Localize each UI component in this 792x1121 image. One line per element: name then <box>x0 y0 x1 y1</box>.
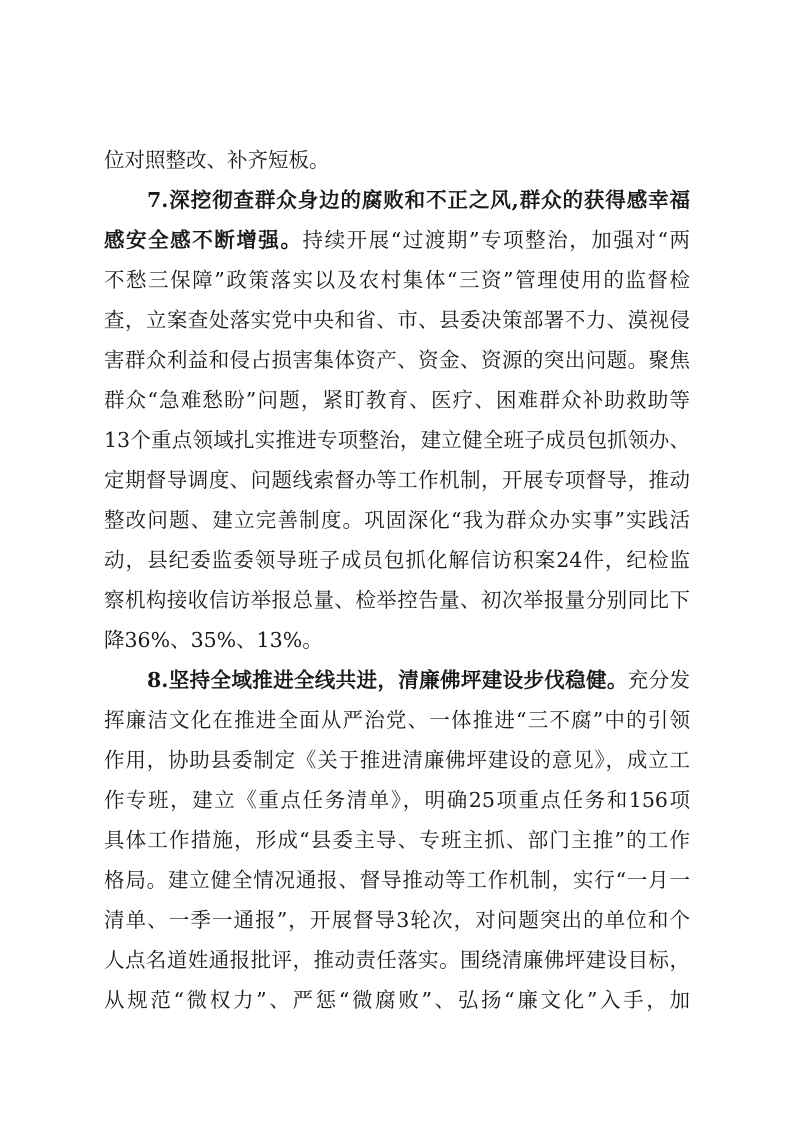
heading-text: 感安全感不断增强。 <box>104 228 303 252</box>
paragraph-line: 群众“急难愁盼”问题，紧盯教育、医疗、困难群众补助救助等 <box>104 388 690 412</box>
body-text: 充分发 <box>627 668 690 692</box>
paragraph-line: 从规范“微权力”、严惩“微腐败”、弘扬“廉文化”入手，加 <box>104 988 690 1012</box>
paragraph-line: 降36%、35%、13%。 <box>104 628 323 652</box>
paragraph-line: 位对照整改、补齐短板。 <box>104 148 330 172</box>
paragraph-line: 作用，协助县委制定《关于推进清廉佛坪建设的意见》，成立工 <box>104 748 690 772</box>
paragraph-line: 具体工作措施，形成“县委主导、专班主抓、部门主推”的工作 <box>104 828 690 852</box>
body-text: 持续开展“过渡期”专项整治，加强对“两 <box>302 228 690 252</box>
section-heading-7 <box>147 180 690 220</box>
paragraph-line: 格局。建立健全情况通报、督导推动等工作机制，实行“一月一 <box>104 868 690 892</box>
paragraph-line: 13个重点领域扎实推进专项整治，建立健全班子成员包抓领办、 <box>104 428 690 452</box>
section-heading-8 <box>147 660 690 700</box>
paragraph-line: 人点名道姓通报批评，推动责任落实。围绕清廉佛坪建设目标， <box>104 948 690 972</box>
paragraph-line: 挥廉洁文化在推进全面从严治党、一体推进“三不腐”中的引领 <box>104 708 690 732</box>
paragraph-line: 定期督导调度、问题线索督办等工作机制，开展专项督导，推动 <box>104 468 690 492</box>
paragraph-line: 不愁三保障”政策落实以及农村集体“三资”管理使用的监督检 <box>104 268 690 292</box>
paragraph-line <box>104 220 690 260</box>
paragraph-line: 察机构接收信访举报总量、检举控告量、初次举报量分别同比下 <box>104 588 690 612</box>
paragraph-line: 作专班，建立《重点任务清单》，明确25项重点任务和156项 <box>104 788 690 812</box>
paragraph-line: 动，县纪委监委领导班子成员包抓化解信访积案24件，纪检监 <box>104 548 690 572</box>
heading-text: 7.深挖彻查群众身边的腐败和不正之风,群众的获得感幸福 <box>147 188 690 212</box>
paragraph-line: 害群众利益和侵占损害集体资产、资金、资源的突出问题。聚焦 <box>104 348 690 372</box>
paragraph-line: 整改问题、建立完善制度。巩固深化“我为群众办实事”实践活 <box>104 508 690 532</box>
heading-text: 8.坚持全域推进全线共进，清廉佛坪建设步伐稳健。 <box>147 668 628 692</box>
paragraph-line: 清单、一季一通报”，开展督导3轮次，对问题突出的单位和个 <box>104 908 690 932</box>
paragraph-line: 查，立案查处落实党中央和省、市、县委决策部署不力、漠视侵 <box>104 308 690 332</box>
